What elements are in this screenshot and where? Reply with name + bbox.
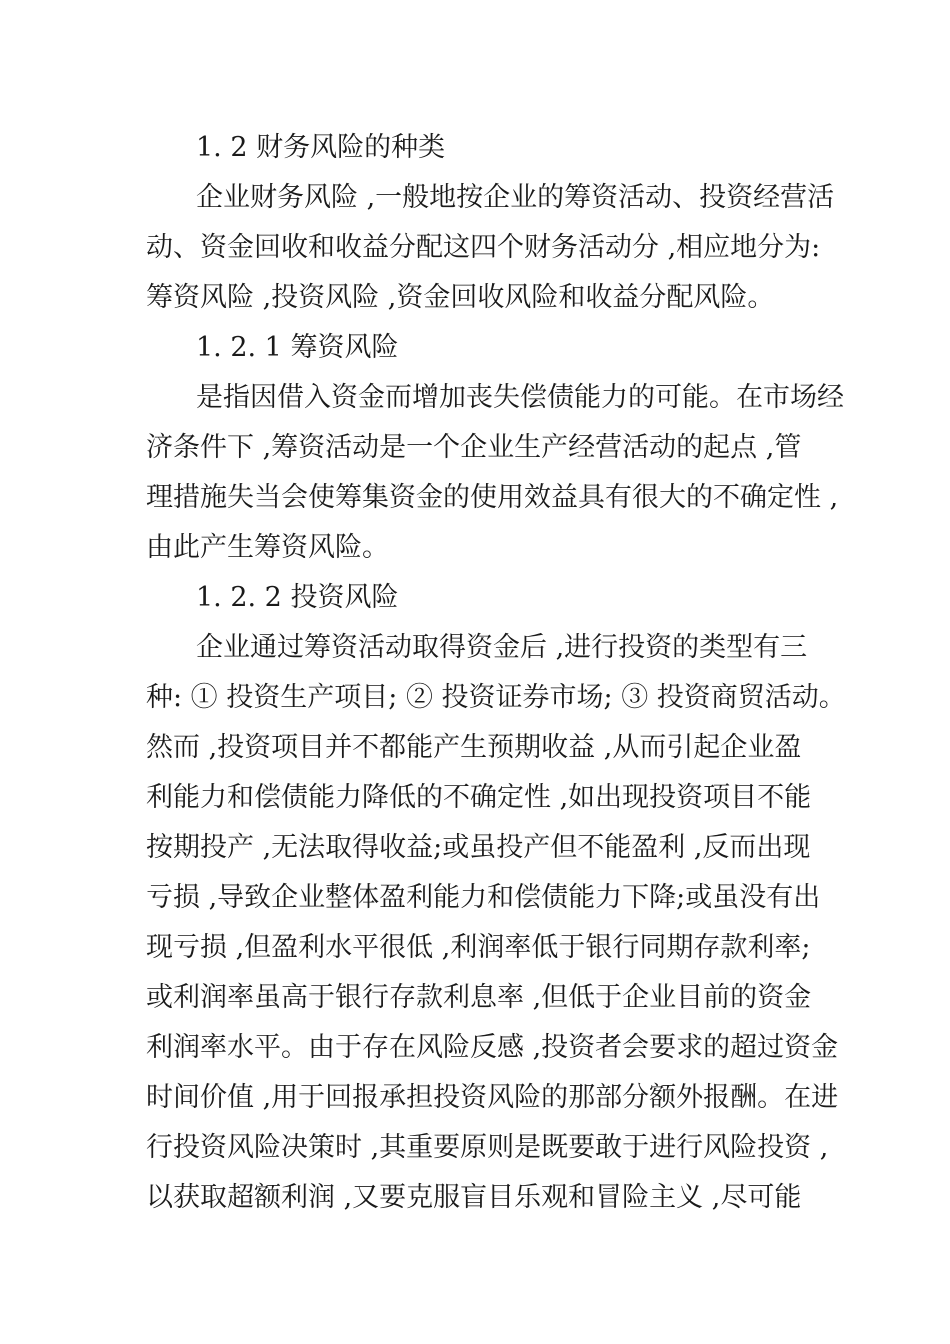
paragraph-line: 利润率水平。由于存在风险反感 ,投资者会要求的超过资金 bbox=[146, 1032, 839, 1063]
section-heading-1-2-1: 1. 2. 1 筹资风险 bbox=[196, 332, 399, 363]
paragraph-line: 是指因借入资金而增加丧失偿债能力的可能。在市场经 bbox=[196, 382, 844, 413]
paragraph-line: 然而 ,投资项目并不都能产生预期收益 ,从而引起企业盈 bbox=[146, 732, 802, 763]
paragraph-line: 企业财务风险 ,一般地按企业的筹资活动、投资经营活 bbox=[196, 182, 835, 213]
paragraph-line: 企业通过筹资活动取得资金后 ,进行投资的类型有三 bbox=[196, 632, 808, 663]
paragraph-line: 利能力和偿债能力降低的不确定性 ,如出现投资项目不能 bbox=[146, 782, 812, 813]
paragraph-line: 时间价值 ,用于回报承担投资风险的那部分额外报酬。在进 bbox=[146, 1082, 839, 1113]
paragraph-line: 以获取超额利润 ,又要克服盲目乐观和冒险主义 ,尽可能 bbox=[146, 1182, 802, 1213]
paragraph-line: 理措施失当会使筹集资金的使用效益具有很大的不确定性 , bbox=[146, 482, 839, 513]
paragraph-line: 按期投产 ,无法取得收益;或虽投产但不能盈利 ,反而出现 bbox=[146, 832, 811, 863]
section-heading-1-2: 1. 2 财务风险的种类 bbox=[196, 132, 446, 163]
paragraph-line: 或利润率虽高于银行存款利息率 ,但低于企业目前的资金 bbox=[146, 982, 812, 1013]
section-heading-1-2-2: 1. 2. 2 投资风险 bbox=[196, 582, 399, 613]
paragraph-line: 种: ① 投资生产项目; ② 投资证券市场; ③ 投资商贸活动。 bbox=[146, 682, 846, 713]
paragraph-line: 亏损 ,导致企业整体盈利能力和偿债能力下降;或虽没有出 bbox=[146, 882, 821, 913]
paragraph-line: 行投资风险决策时 ,其重要原则是既要敢于进行风险投资 , bbox=[146, 1132, 829, 1163]
paragraph-line: 由此产生筹资风险。 bbox=[146, 532, 389, 563]
paragraph-line: 济条件下 ,筹资活动是一个企业生产经营活动的起点 ,管 bbox=[146, 432, 802, 463]
paragraph-line: 现亏损 ,但盈利水平很低 ,利润率低于银行同期存款利率; bbox=[146, 932, 811, 963]
paragraph-line: 筹资风险 ,投资风险 ,资金回收风险和收益分配风险。 bbox=[146, 282, 775, 313]
paragraph-line: 动、资金回收和收益分配这四个财务活动分 ,相应地分为: bbox=[146, 232, 821, 263]
